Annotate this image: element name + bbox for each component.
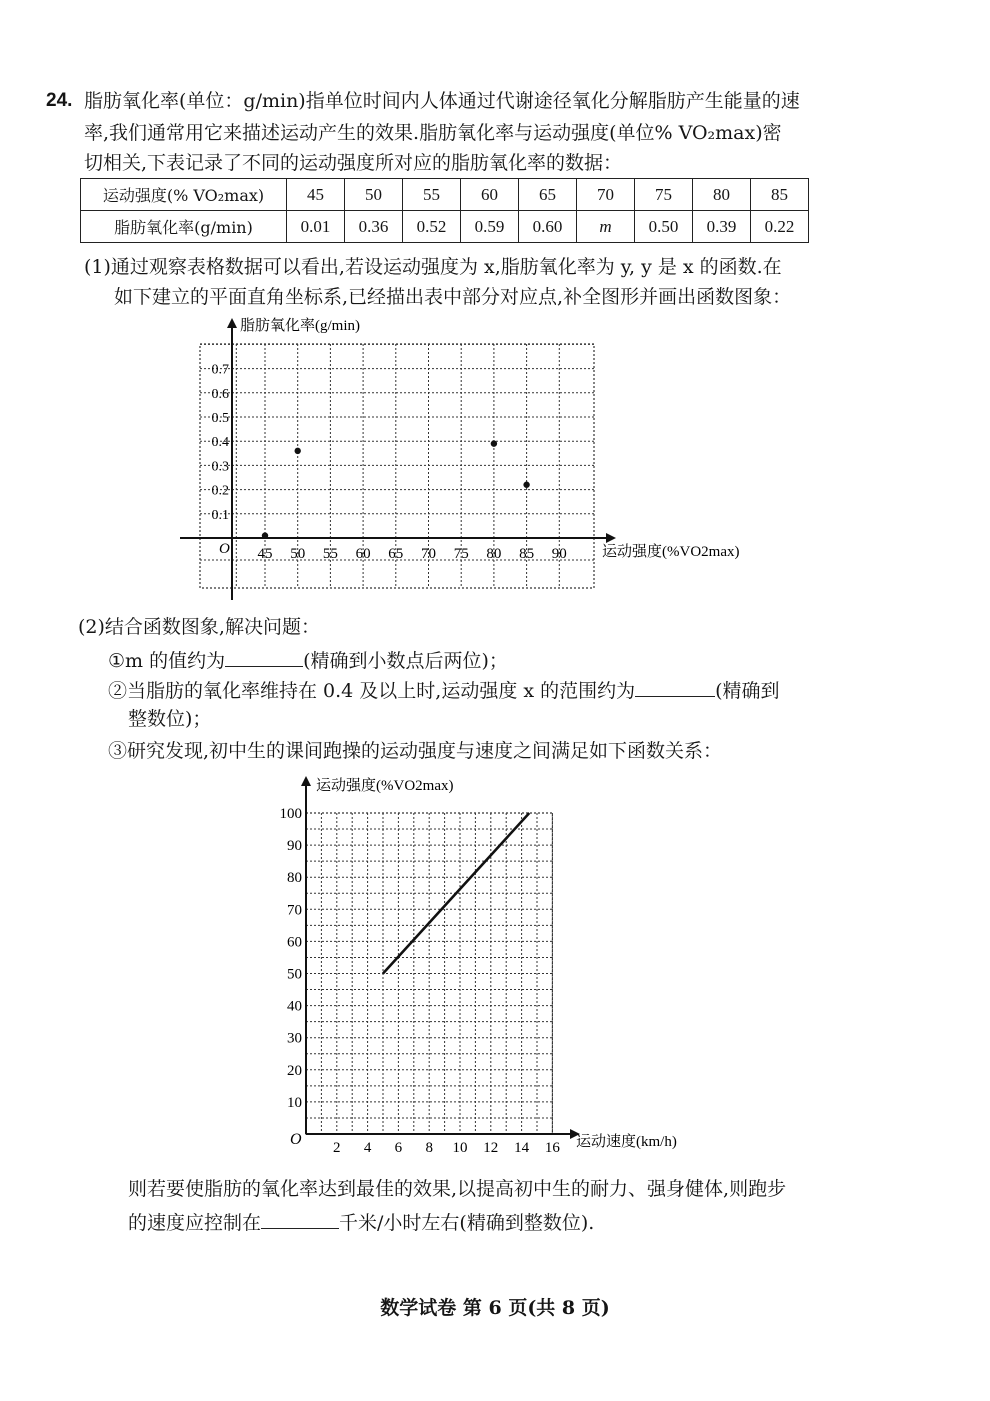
chart1-x-arrow — [606, 533, 616, 543]
chart2-y-tick-label: 10 — [287, 1094, 302, 1111]
chart1-y-tick-label: 0.5 — [211, 411, 229, 426]
chart1-y-axis-label: 脂肪氧化率(g/min) — [240, 318, 360, 334]
chart1-y-arrow — [227, 318, 237, 328]
chart1-y-tick-label: 0.1 — [211, 507, 229, 523]
chart2-x-tick-label: 2 — [333, 1140, 341, 1156]
chart1-data-point — [491, 440, 497, 446]
table-cell: 0.52 — [403, 211, 461, 243]
chart1-y-tick-label: 0.7 — [211, 362, 229, 378]
chart1-x-tick-label: 70 — [421, 546, 436, 562]
answer-blank-m[interactable] — [225, 646, 303, 667]
chart2-y-tick-label: 50 — [287, 966, 302, 983]
table-cell: 0.22 — [751, 211, 809, 243]
table-cell: 70 — [577, 179, 635, 211]
conclusion-suffix: 千米/小时左右(精确到整数位). — [339, 1212, 595, 1234]
chart2-x-axis-label: 运动速度(km/h) — [576, 1134, 677, 1150]
chart1-x-axis-label: 运动强度(%VO2max) — [602, 544, 740, 560]
table-row-rate — [81, 211, 809, 243]
part2-q1 — [108, 646, 508, 674]
part1-line2: 如下建立的平面直角坐标系,已经描出表中部分对应点,补全图形并画出函数图象： — [114, 286, 792, 308]
table-cell: 45 — [287, 179, 345, 211]
part2-q2 — [108, 676, 780, 704]
answer-blank-range[interactable] — [635, 676, 715, 697]
chart1-x-tick-label: 65 — [388, 546, 404, 562]
conclusion-prefix: 的速度应控制在 — [128, 1212, 262, 1234]
conclusion-line2 — [128, 1208, 594, 1236]
table-cell: 55 — [403, 179, 461, 211]
table-cell: 0.60 — [519, 211, 577, 243]
part2-q1-prefix: ①m 的值约为 — [108, 650, 226, 672]
chart1-y-tick-label: 0.3 — [211, 459, 229, 475]
chart1-x-tick-label: 50 — [290, 546, 306, 562]
chart1-x-tick-label: 55 — [322, 546, 338, 562]
table-cell: 75 — [635, 179, 693, 211]
chart1-x-tick-label: 85 — [519, 546, 535, 562]
chart2-y-tick-label: 60 — [287, 934, 302, 951]
chart2-x-tick-label: 8 — [425, 1140, 433, 1156]
table-cell: 0.01 — [287, 211, 345, 243]
answer-blank-speed[interactable] — [261, 1208, 339, 1229]
table-cell: 50 — [345, 179, 403, 211]
chart2-y-tick-label: 40 — [287, 998, 302, 1015]
chart2-y-tick-label: 90 — [287, 838, 302, 855]
table-cell: 65 — [519, 179, 577, 211]
chart2-x-tick-label: 14 — [514, 1140, 530, 1156]
part2-q2-suffix: (精确到 — [715, 680, 780, 702]
chart1-x-tick-label: 75 — [453, 546, 469, 562]
chart1-x-tick-label: 90 — [551, 546, 567, 562]
table-cell: 80 — [693, 179, 751, 211]
question-intro-line1: 脂肪氧化率(单位：g/min)指单位时间内人体通过代谢途径氧化分解脂肪产生能量的速 — [84, 90, 800, 112]
chart2-x-tick-label: 4 — [363, 1140, 372, 1156]
part2-q2-line2: 整数位)； — [128, 708, 212, 730]
table-cell: 0.39 — [693, 211, 751, 243]
chart2-y-tick-label: 20 — [287, 1062, 302, 1079]
table-cell: 60 — [461, 179, 519, 211]
chart2-x-tick-label: 6 — [394, 1140, 403, 1156]
chart2-y-tick-label: 70 — [287, 902, 302, 919]
table-cell: 85 — [751, 179, 809, 211]
question-intro-line2: 率,我们通常用它来描述运动产生的效果.脂肪氧化率与运动强度(单位% VO₂max)密 — [84, 122, 782, 144]
chart1-data-point — [295, 448, 301, 454]
chart2-y-tick-label: 100 — [279, 806, 302, 822]
chart2-y-tick-label: 80 — [287, 870, 302, 887]
question-number: 24. — [46, 90, 73, 111]
chart2-y-arrow — [301, 776, 311, 786]
part2-q2-prefix: ②当脂肪的氧化率维持在 0.4 及以上时,运动强度 x 的范围约为 — [108, 680, 636, 702]
chart2-x-tick-label: 16 — [544, 1140, 560, 1156]
chart1-x-tick-label: 80 — [486, 546, 502, 562]
chart-speed-intensity — [260, 770, 720, 1162]
chart2-y-tick-label: 30 — [287, 1030, 302, 1047]
chart2-origin-label: O — [290, 1131, 302, 1148]
part2-q3: ③研究发现,初中生的课间跑操的运动强度与速度之间满足如下函数关系： — [108, 740, 723, 762]
chart1-y-tick-label: 0.2 — [211, 483, 229, 499]
chart1-x-tick-label: 45 — [257, 546, 273, 562]
table-cell: 0.50 — [635, 211, 693, 243]
chart2-grid — [306, 813, 552, 1134]
conclusion-line1: 则若要使脂肪的氧化率达到最佳的效果,以提高初中生的耐力、强身健体,则跑步 — [128, 1178, 787, 1200]
chart1-x-tick-label: 60 — [355, 546, 371, 562]
chart2-x-tick-label: 10 — [452, 1140, 468, 1156]
chart1-data-point — [262, 532, 268, 538]
chart1-y-tick-label: 0.4 — [211, 435, 229, 451]
table-cell: 0.59 — [461, 211, 519, 243]
part2-q1-suffix: (精确到小数点后两位)； — [303, 650, 508, 672]
chart1-data-point — [523, 482, 529, 488]
chart2-x-tick-label: 12 — [483, 1140, 499, 1156]
part1-line1: (1)通过观察表格数据可以看出,若设运动强度为 x,脂肪氧化率为 y, y 是 x 的函数.在 — [84, 256, 782, 278]
chart-fat-oxidation — [170, 312, 770, 602]
chart2-y-axis-label: 运动强度(%VO2max) — [316, 778, 454, 794]
question-intro-line3: 切相关,下表记录了不同的运动强度所对应的脂肪氧化率的数据： — [84, 152, 623, 174]
data-table — [80, 178, 809, 243]
part2-heading: (2)结合函数图象,解决问题： — [78, 616, 320, 638]
table-header-intensity: 运动强度(% VO₂max) — [81, 179, 287, 211]
chart1-origin-label: O — [219, 541, 230, 557]
table-header-rate: 脂肪氧化率(g/min) — [81, 211, 287, 243]
page-footer: 数学试卷 第 6 页(共 8 页) — [380, 1297, 610, 1319]
table-row-intensity — [81, 179, 809, 211]
chart1-y-tick-label: 0.6 — [211, 386, 229, 402]
table-cell: 0.36 — [345, 211, 403, 243]
table-cell: m — [577, 211, 635, 243]
